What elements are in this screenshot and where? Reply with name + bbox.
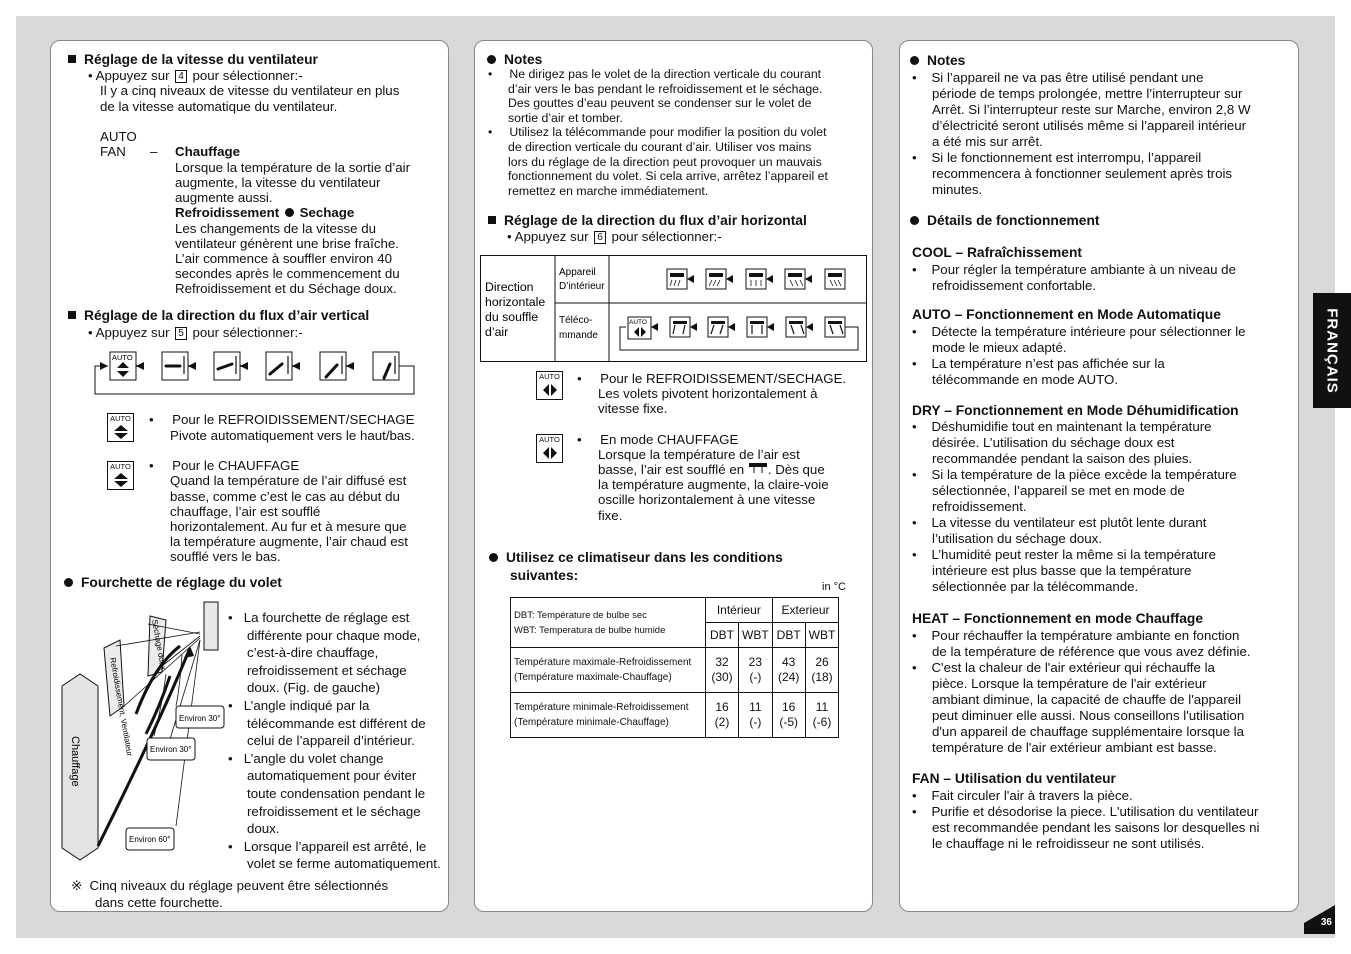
range-note: ※ Cinq niveaux du réglage peuvent être sélectionnés <box>71 878 389 893</box>
dry-heading: DRY – Fonctionnement en Mode Déhumidification <box>912 403 1239 418</box>
dry-list: • Déshumidifie tout en maintenant la température désirée. L’utilisation du séchage doux est recommandée pendant la saison des pluies. • Si la température de la pièce excède la température sélectionnée, l’appareil se met en mode de refroidissement. • La vitesse du ventilateur est plutôt lente durant l’utilisation du séchage doux. • L’humidité peut rester la même si la température intérieure est plus basse que la température sélectionnée par la télécommande. <box>912 419 1237 594</box>
louver-range-figure <box>58 596 228 866</box>
vertical-heat-desc-5: la température augmente, l’air chaud est <box>170 534 409 549</box>
heating-label: Chauffage <box>175 144 241 159</box>
auto-label: AUTO <box>100 129 137 144</box>
outdoor-header: Exterieur <box>772 598 839 623</box>
table-row: Température maximale-Refroidissement (Température maximale-Chauffage) 32 (30) 23 (-) 43 (24) 26 (18) <box>511 648 839 693</box>
vertical-direction-sequence <box>92 350 422 398</box>
notes-list-2: • Ne dirigez pas le volet de la direction verticale du courant d’air vers le bas pendant le refroidissement et le séchage. Des gouttes d’eau peuvent se condenser sur le volet de sortie d’air et tomber. • Utilisez la télécommande pour modifier la position du volet de direction verticale du courant d’air. Utiliser vos mains lors du réglage de la direction peut provoquer un mauvais fonctionnement du volet. Si cela arrive, arrêtez l’appareil et remettez en marche immédiatement. <box>488 67 828 198</box>
svg-text:Chauffage: Chauffage <box>69 736 81 787</box>
key-5: 5 <box>175 327 187 340</box>
svg-text:horizontale: horizontale <box>485 295 546 309</box>
horizontal-cool-desc-2: vitesse fixe. <box>598 401 668 416</box>
svg-text:Environ 30°: Environ 30° <box>179 714 221 723</box>
vertical-cool-title: • Pour le REFROIDISSEMENT/SECHAGE <box>149 412 415 427</box>
vertical-heat-desc-2: basse, comme c’est le cas au début du <box>170 489 400 504</box>
vertical-heat-desc-4: horizontalement. Au fur et à mesure que <box>170 519 407 534</box>
auto-swing-icon-heat: AUTO <box>107 461 134 490</box>
horizontal-heat-desc-3: la température augmente, la claire-voie <box>598 477 829 492</box>
auto-heading: AUTO – Fonctionnement en Mode Automatique <box>912 307 1221 322</box>
fan-speed-press: • Appuyez sur 4 pour sélectionner:- <box>88 68 303 83</box>
horizontal-press: • Appuyez sur 6 pour sélectionner:- <box>507 229 722 244</box>
key-6: 6 <box>594 231 606 244</box>
vertical-cool-desc: Pivote automatiquement vers le haut/bas. <box>170 428 415 443</box>
page-number-badge: 36 <box>1304 905 1335 934</box>
indoor-header: Intérieur <box>706 598 773 623</box>
cooling-desc-4: secondes après le commencement du <box>175 266 400 281</box>
col-wbt-out: WBT <box>805 623 839 648</box>
svg-text:AUTO: AUTO <box>112 353 133 362</box>
horizontal-heat-desc-5: fixe. <box>598 508 623 523</box>
cooling-label: Refroidissement Sechage <box>175 205 355 220</box>
key-4: 4 <box>175 70 187 83</box>
notes-heading-2: Notes <box>487 52 542 67</box>
vertical-heading: Réglage de la direction du flux d’air vertical <box>68 308 369 323</box>
svg-text:d’air: d’air <box>485 325 509 339</box>
cool-list: • Pour régler la température ambiante à un niveau de refroidissement confortable. <box>912 262 1236 293</box>
heating-desc-1: Lorsque la température de la sortie d’air <box>175 160 411 175</box>
fan-heading: FAN – Utilisation du ventilateur <box>912 771 1116 786</box>
svg-text:Refroidissement, Ventilateur: Refroidissement, Ventilateur <box>108 656 135 757</box>
svg-text:du souffle: du souffle <box>485 310 539 324</box>
vertical-press: • Appuyez sur 5 pour sélectionner:- <box>88 325 303 340</box>
auto-horizontal-icon: AUTO <box>536 371 563 400</box>
range-note-2: dans cette fourchette. <box>95 895 223 910</box>
svg-text:mmande: mmande <box>559 330 598 341</box>
conditions-heading-2: suivantes: <box>510 568 579 583</box>
horizontal-heat-title: • En mode CHAUFFAGE <box>577 432 739 447</box>
vertical-heat-desc-6: soufflé vers le bas. <box>170 549 281 564</box>
col-dbt-out: DBT <box>772 623 805 648</box>
svg-text:Environ 30°: Environ 30° <box>150 745 192 754</box>
notes-list-3: • Si l’appareil ne va pas être utilisé pendant une période de temps prolongée, mettre l’interrupteur sur Arrêt. Si l’interrupteur reste sur Marche, environ 2,8 W d’électricité seront utilisés même si l’appareil intérieur a été mis sur arrêt. • Si le fonctionnement est interrompu, l’appareil recommencera à fonctionner seulement après trois minutes. <box>912 70 1251 197</box>
language-tab: FRANÇAIS <box>1313 293 1351 408</box>
svg-text:AUTO: AUTO <box>629 319 647 326</box>
details-heading: Détails de fonctionnement <box>910 213 1099 228</box>
horizontal-heading: Réglage de la direction du flux d’air horizontal <box>488 213 807 228</box>
fan-speed-desc-2: de la vitesse automatique du ventilateur. <box>100 99 338 114</box>
legend-cell: DBT: Température de bulbe sec WBT: Temperatura de bulbe humide <box>511 598 706 648</box>
conditions-table <box>510 597 839 738</box>
range-heading: Fourchette de réglage du volet <box>64 575 282 590</box>
cooling-desc-5: Refroidissement et du Séchage doux. <box>175 281 397 296</box>
auto-list: • Détecte la température intérieure pour sélectionner le mode le mieux adapté. • La température n’est pas affichée sur la télécommande en mode AUTO. <box>912 324 1246 387</box>
fan-label: FAN <box>100 144 126 159</box>
notes-heading-3: Notes <box>910 53 965 68</box>
fan-speed-desc-1: Il y a cinq niveaux de vitesse du ventilateur en plus <box>100 83 400 98</box>
heat-list: • Pour réchauffer la température ambiante en fonction de la température de référence que vous avez définie. • C'est la chaleur de l'air extérieur qui réchauffe la pièce. Lorsque la température de l'air extérieur ambiant diminue, la capacité de chauffe de l'appareil peut diminuer elle aussi. Nous conseillons l'utilisation d'un appareil de chauffage supplémentaire lorsque la température de l'air extérieur ambiant est basse. <box>912 628 1251 755</box>
cooling-desc-3: L’air commence à souffler environ 40 <box>175 251 393 266</box>
cooling-desc-1: Les changements de la vitesse du <box>175 221 377 236</box>
louver-straight-icon <box>748 462 768 474</box>
col-wbt-in: WBT <box>739 623 773 648</box>
heat-heading: HEAT – Fonctionnement en mode Chauffage <box>912 611 1204 626</box>
svg-text:D’intérieur: D’intérieur <box>559 281 605 292</box>
dash: – <box>150 144 158 159</box>
horizontal-heat-desc-4: oscille horizontalement à une vitesse <box>598 492 816 507</box>
horizontal-cool-desc-1: Les volets pivotent horizontalement à <box>598 386 818 401</box>
vertical-heat-title: • Pour le CHAUFFAGE <box>149 458 300 473</box>
fan-speed-heading: Réglage de la vitesse du ventilateur <box>68 52 318 67</box>
horizontal-heat-desc-2: basse, l’air est soufflé en . Dès que <box>598 462 825 477</box>
vertical-heat-desc-1: Quand la température de l’air diffusé est <box>170 473 407 488</box>
col-dbt-in: DBT <box>706 623 739 648</box>
svg-text:Direction: Direction <box>485 280 534 294</box>
heating-desc-3: augmente aussi. <box>175 190 273 205</box>
cool-heading: COOL – Rafraîchissement <box>912 245 1082 260</box>
auto-swing-icon: AUTO <box>107 413 134 442</box>
svg-text:Environ 60°: Environ 60° <box>129 835 171 844</box>
horizontal-direction-table <box>480 255 868 363</box>
svg-text:Appareil: Appareil <box>559 267 596 278</box>
cooling-desc-2: ventilateur génèrent une brise fraîche. <box>175 236 399 251</box>
vertical-heat-desc-3: chauffage, l’air est soufflé <box>170 504 321 519</box>
unit-label: in °C <box>822 581 846 593</box>
auto-horizontal-icon-heat: AUTO <box>536 434 563 463</box>
table-row: Température minimale-Refroidissement (Température minimale-Chauffage) 16 (2) 11 (-) 16 (-5) 11 (-6) <box>511 693 839 738</box>
horizontal-cool-title: • Pour le REFROIDISSEMENT/SECHAGE. <box>577 371 847 386</box>
svg-text:Téléco-: Téléco- <box>559 315 593 326</box>
conditions-heading: Utilisez ce climatiseur dans les conditions <box>489 550 783 565</box>
svg-text:Séchage doux: Séchage doux <box>150 618 168 671</box>
range-bullets: • La fourchette de réglage est différente pour chaque mode, c’est-à-dire chauffage, refroidissement et séchage doux. (Fig. de gauche) • L’angle indiqué par la télécommande est différent de celui de l’appareil d’intérieur. • L’angle du volet change automatiquement pour éviter toute condensation pendant le refroidissement et le séchage doux. • Lorsque l’appareil est arrêté, le volet se ferme automatiquement. <box>228 610 441 872</box>
horizontal-heat-desc-1: Lorsque la température de l’air est <box>598 447 800 462</box>
heating-desc-2: augmente, la vitesse du ventilateur <box>175 175 381 190</box>
fan-list: • Fait circuler l'air à travers la pièce. • Purifie et désodorise la piece. L'utilisation du ventilateur est recommandée pendant les saisons lor desquelles ni le chauffage ni le refroidisseur ne sont utilisés. <box>912 788 1260 851</box>
